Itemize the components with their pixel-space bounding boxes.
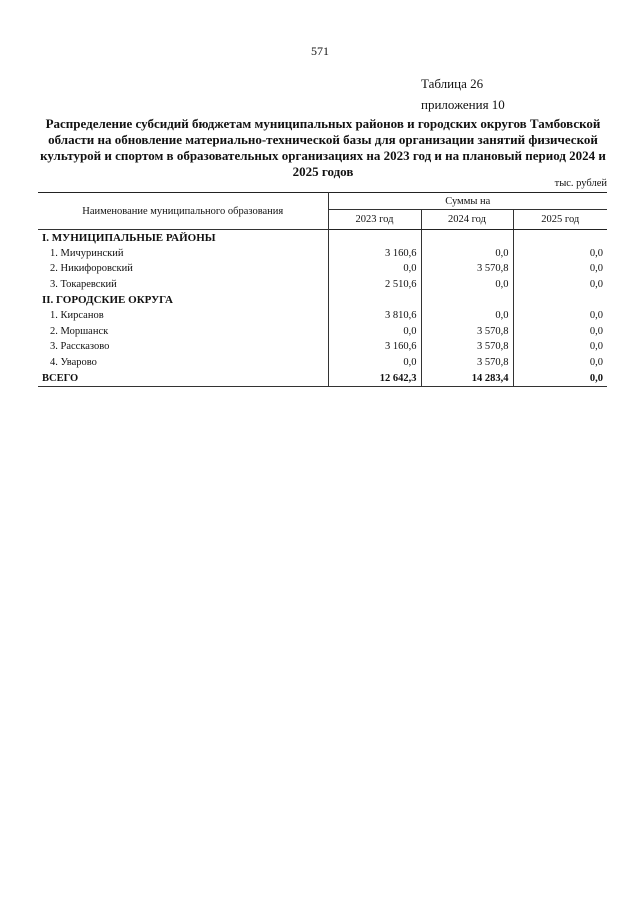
row-name: 2. Никифоровский	[50, 263, 133, 275]
table-row	[38, 246, 607, 262]
total-2023: 12 642,3	[328, 370, 421, 386]
value-2025: 0,0	[513, 355, 607, 371]
value-2023: 2 510,6	[328, 277, 421, 293]
value-2023: 0,0	[328, 324, 421, 340]
table-row	[38, 324, 607, 340]
row-name: 1. Мичуринский	[50, 247, 124, 259]
table-row	[38, 261, 607, 277]
value-2023: 3 160,6	[328, 339, 421, 355]
table-row	[38, 355, 607, 371]
row-name: 3. Токаревский	[50, 279, 117, 291]
value-2024: 3 570,8	[421, 261, 513, 277]
name-column-header: Наименование муниципального образования	[38, 193, 328, 230]
table-row	[38, 339, 607, 355]
value-2023: 0,0	[328, 261, 421, 277]
document-title: Распределение субсидий бюджетам муниципальных районов и городских округов Тамбовской области на обновление материально-технической базы для организации занятий физической культурой и спортом в образовательных организациях на 2023 год и на плановый период 2024 и 2025 годов	[40, 116, 606, 179]
value-2023: 3 160,6	[328, 246, 421, 262]
value-2025: 0,0	[513, 261, 607, 277]
total-2024: 14 283,4	[421, 370, 513, 386]
appendix-reference: приложения 10	[421, 97, 505, 112]
total-2025: 0,0	[513, 370, 607, 386]
value-2024: 0,0	[421, 246, 513, 262]
year-header-2024: 2024 год	[421, 210, 513, 230]
value-2024: 0,0	[421, 308, 513, 324]
value-2023: 3 810,6	[328, 308, 421, 324]
value-2025: 0,0	[513, 277, 607, 293]
value-2023: 0,0	[328, 355, 421, 371]
value-2025: 0,0	[513, 324, 607, 340]
total-label: ВСЕГО	[38, 370, 328, 386]
total-row	[38, 370, 607, 386]
section-row	[38, 230, 607, 246]
row-name: 2. Моршанск	[50, 325, 109, 337]
table-reference: Таблица 26	[421, 76, 484, 91]
unit-label: тыс. рублей	[554, 178, 607, 189]
value-2025: 0,0	[513, 246, 607, 262]
value-2024: 3 570,8	[421, 324, 513, 340]
section-title: II. ГОРОДСКИЕ ОКРУГА	[42, 294, 173, 307]
section-row	[38, 292, 607, 308]
table-row	[38, 277, 607, 293]
value-2025: 0,0	[513, 339, 607, 355]
value-2025: 0,0	[513, 308, 607, 324]
value-2024: 3 570,8	[421, 339, 513, 355]
year-header-2025: 2025 год	[513, 210, 607, 230]
table-header-row	[38, 193, 607, 210]
section-title: I. МУНИЦИПАЛЬНЫЕ РАЙОНЫ	[42, 231, 216, 244]
row-name: 4. Уварово	[50, 357, 97, 369]
page-number: 571	[311, 44, 329, 58]
row-name: 3. Рассказово	[50, 341, 110, 353]
year-header-2023: 2023 год	[328, 210, 421, 230]
sums-group-header: Суммы на	[328, 193, 607, 210]
value-2024: 0,0	[421, 277, 513, 293]
value-2024: 3 570,8	[421, 355, 513, 371]
subsidy-table	[38, 192, 607, 387]
table-row	[38, 308, 607, 324]
row-name: 1. Кирсанов	[50, 310, 104, 322]
